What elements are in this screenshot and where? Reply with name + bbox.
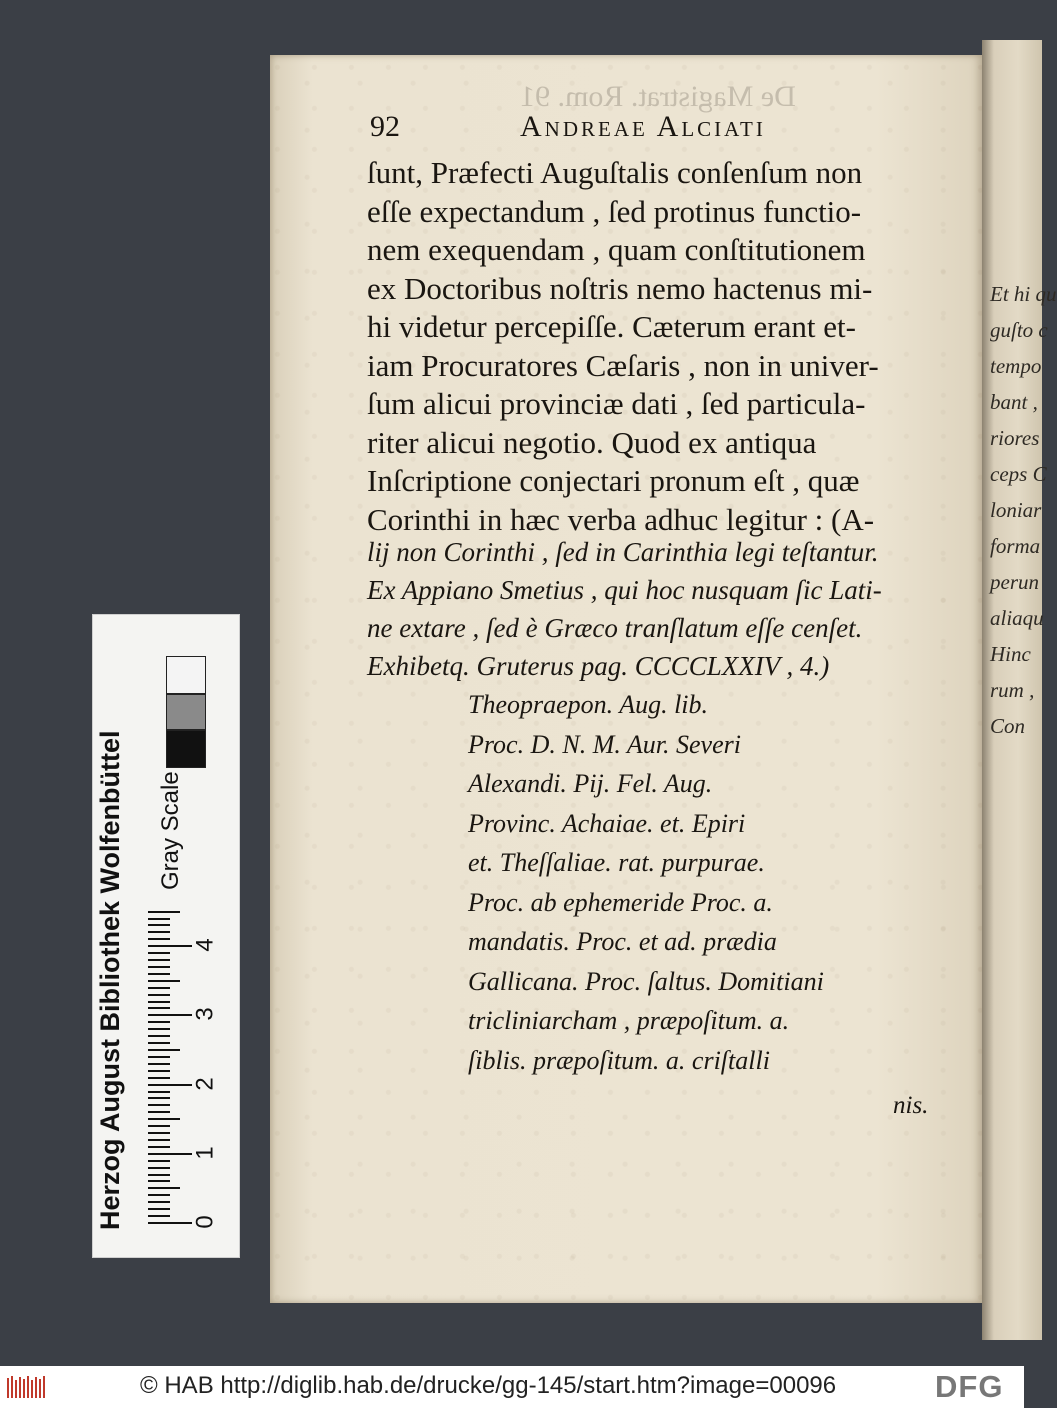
- ruler-tick: [148, 1146, 170, 1148]
- ruler-tick: [148, 911, 180, 913]
- facing-line: Hinc: [990, 642, 1031, 666]
- ruler-tick: [148, 1174, 170, 1176]
- body-line: ſum alicui provinciæ dati , ſed particula-: [367, 386, 866, 421]
- note-line: lij non Corinthi , ſed in Carinthia legi teſtantur.: [367, 537, 879, 567]
- body-line: hi videtur percepiſſe. Cæterum erant et-: [367, 309, 856, 344]
- facing-line: riores: [990, 426, 1040, 450]
- inscription-line: Alexandi. Pij. Fel. Aug.: [468, 769, 713, 798]
- footer-bar: [0, 1366, 1024, 1408]
- facing-line: ceps C: [990, 462, 1047, 486]
- ruler-tick: [148, 938, 170, 940]
- ruler-tick: [148, 1063, 170, 1065]
- ruler-tick: [148, 918, 170, 920]
- ruler-tick: [148, 1084, 192, 1086]
- ruler-library-label: Herzog August Bibliothek Wolfenbüttel: [95, 730, 125, 1230]
- ruler-number: 3: [191, 1007, 219, 1022]
- ruler-tick: [148, 973, 170, 975]
- running-title: Andreae Alciati: [520, 110, 766, 143]
- ruler-tick: [148, 931, 170, 933]
- ruler-tick: [148, 1097, 170, 1099]
- ruler-tick: [148, 1118, 180, 1120]
- facing-line: Con: [990, 714, 1026, 738]
- gray-swatch-white: [166, 656, 206, 694]
- facing-line: forma: [990, 534, 1041, 558]
- ruler-tick: [148, 1049, 180, 1051]
- inscription-line: Gallicana. Proc. ſaltus. Domitiani: [468, 966, 824, 996]
- inscription-line: Proc. D. N. M. Aur. Severi: [468, 729, 741, 759]
- ruler-tick: [148, 1222, 192, 1224]
- gray-scale-label: Gray Scale: [157, 771, 184, 890]
- body-line: Inſcriptione conjectari pronum eſt , quæ: [367, 463, 860, 498]
- ruler-tick: [148, 1208, 170, 1210]
- inscription-line: mandatis. Proc. et ad. prædia: [468, 927, 777, 956]
- body-line: eſſe expectandum , ſed protinus functio-: [367, 193, 862, 229]
- ruler-tick: [148, 1187, 180, 1189]
- copyright-url-text: © HAB http://diglib.hab.de/drucke/gg-145/start.htm?image=00096: [140, 1372, 837, 1399]
- ruler-tick: [148, 994, 170, 996]
- body-line: Corinthi in hæc verba adhuc legitur : (A-: [367, 501, 875, 537]
- note-line: Exhibetq. Gruterus pag. CCCCLXXIV , 4.): [367, 651, 830, 681]
- ruler-tick: [148, 1035, 170, 1037]
- ruler-tick: [148, 1077, 170, 1079]
- body-line: ex Doctoribus noſtris nemo hactenus mi-: [367, 270, 873, 306]
- ruler-tick: [148, 952, 170, 954]
- facing-line: Et hi qu: [990, 282, 1057, 306]
- ruler-tick: [148, 1028, 170, 1030]
- ruler-number: 0: [191, 1215, 219, 1229]
- ruler-tick: [148, 1160, 170, 1162]
- inscription-line: ſiblis. præpoſitum. a. criſtalli: [468, 1045, 770, 1075]
- ruler-tick: [148, 1153, 192, 1155]
- hab-barcode-logo-icon: [6, 1374, 48, 1400]
- facing-line: bant ,: [990, 390, 1038, 414]
- ruler-number: 4: [191, 938, 219, 952]
- ruler-tick: [148, 980, 180, 982]
- ruler-tick: [148, 966, 170, 968]
- ruler-tick: [148, 1001, 170, 1003]
- ruler-tick: [148, 924, 170, 926]
- ruler-tick: [148, 1042, 170, 1044]
- body-line: nem exequendam , quam conſtitutionem: [367, 232, 866, 267]
- dfg-logo: DFG: [935, 1369, 1004, 1404]
- ruler-tick: [148, 1014, 192, 1016]
- ruler-number: 1: [191, 1146, 219, 1160]
- facing-line: tempo: [990, 354, 1042, 378]
- note-line: ne extare , ſed è Græco tranſlatum eſſe cenſet.: [367, 613, 863, 643]
- ruler-tick: [148, 1215, 170, 1217]
- facing-line: rum ,: [990, 678, 1035, 702]
- catchword: nis.: [893, 1092, 929, 1119]
- inscription-line: tricliniarcham , præpoſitum. a.: [468, 1006, 790, 1035]
- ruler-tick: [148, 987, 170, 989]
- body-line: riter alicui negotio. Quod ex antiqua: [367, 424, 817, 460]
- ruler-tick: [148, 1111, 170, 1113]
- ruler-tick: [148, 1021, 170, 1023]
- ruler-tick: [148, 1007, 170, 1009]
- facing-line: aliaqu: [990, 606, 1044, 630]
- facing-line: guſto c: [990, 318, 1048, 342]
- ruler-tick: [148, 1194, 170, 1196]
- facing-line: perun: [990, 570, 1039, 594]
- ruler-tick: [148, 1201, 170, 1203]
- gray-swatch-black: [166, 730, 206, 768]
- gray-swatch-gray: [166, 694, 206, 730]
- body-line: ſunt, Præfecti Auguſtalis conſenſum non: [367, 155, 863, 190]
- ruler-tick: [148, 1132, 170, 1134]
- page-number: 92: [370, 110, 400, 143]
- running-head: [370, 110, 945, 150]
- ruler-tick: [148, 1091, 170, 1093]
- facing-line: loniar: [990, 498, 1042, 522]
- inscription-line: Provinc. Achaiae. et. Epiri: [468, 808, 746, 838]
- ruler-tick: [148, 1104, 170, 1106]
- ruler-tick: [148, 945, 192, 947]
- ruler-tick: [148, 1056, 170, 1058]
- show-through-header: De Magistrat. Rom. 91: [520, 80, 796, 113]
- inscription-line: Proc. ab ephemeride Proc. a.: [468, 887, 773, 917]
- note-line: Ex Appiano Smetius , qui hoc nusquam ſic Lati-: [367, 575, 882, 605]
- inscription-line: et. Theſſaliae. rat. purpurae.: [468, 848, 765, 877]
- inscription-line: Theopraepon. Aug. lib.: [468, 690, 709, 719]
- ruler-tick: [148, 1070, 170, 1072]
- ruler-tick: [148, 1167, 170, 1169]
- ruler-tick: [148, 959, 170, 961]
- ruler-tick: [148, 1125, 170, 1127]
- body-line: iam Procuratores Cæſaris , non in univer-: [367, 347, 879, 383]
- ruler-tick: [148, 1180, 170, 1182]
- ruler-number: 2: [191, 1076, 219, 1091]
- ruler-tick: [148, 1139, 170, 1141]
